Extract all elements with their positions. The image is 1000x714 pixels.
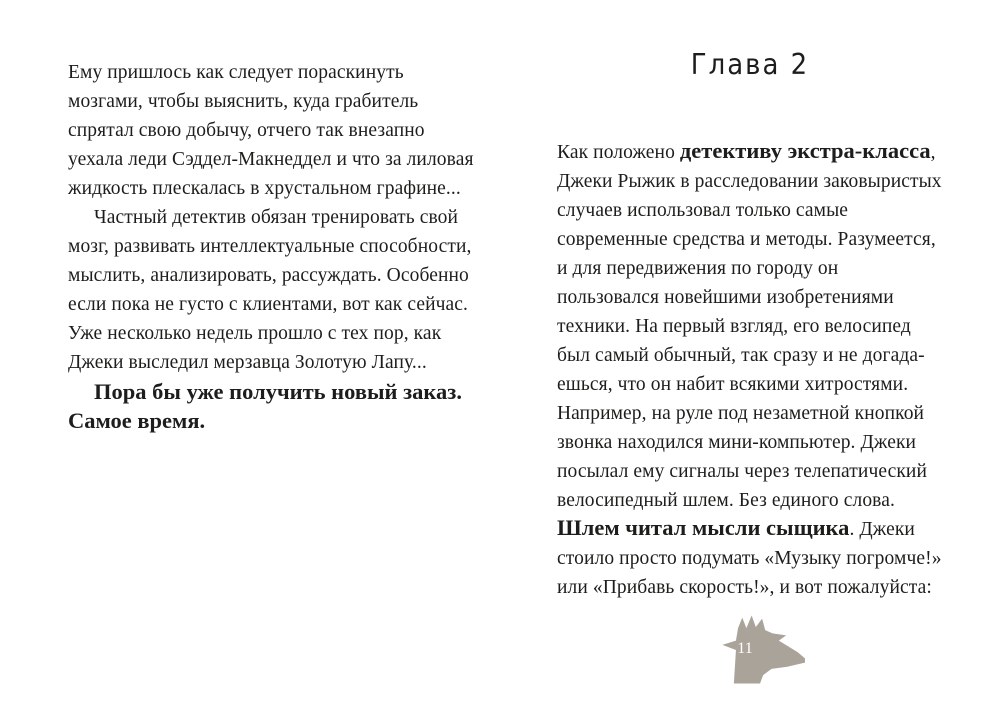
chapter-title: Глава 2 <box>690 48 810 82</box>
paragraph: Частный детектив обязан тренировать свой мозг, развивать интеллектуальные способности, мыслить, анализировать, рассуждать. Особенно если пока не густо с клиентами, вот как сейчас. Уже несколько недель прошло с тех пор, как Джеки выследил мерзавца Золотую Лапу... <box>68 207 472 373</box>
text-segment: Шлем читал мысли сыщика <box>557 515 850 540</box>
paragraph: Пора бы уже получить новый заказ. Самое время. <box>68 379 462 433</box>
right-page <box>500 0 1000 714</box>
right-page-text <box>557 138 943 602</box>
page-marker <box>714 614 806 684</box>
text-segment: Как положено <box>557 142 680 163</box>
dog-head-icon <box>714 614 806 684</box>
text-segment: , Джеки Рыжик в расследовании заковыристых случаев использовал только самые современные средства и методы. Разумеется, и для передвижения по городу он пользовался новейшими изобретениями техники. На первый взгляд, его велосипед был самый обычный, так сразу и не догадаешься, что он набит всякими хитростями. Например, на руле под незаметной кнопкой звонка находился мини-компьютер. Джеки посылал ему сигналы через телепатический велосипедный шлем. Без единого слова. <box>557 142 942 511</box>
text-segment: . Джеки стоило просто подумать «Музыку погромче!» или «Прибавь скорость!», и вот пожалуйста: <box>557 519 942 598</box>
text-segment: детективу экстра-класса <box>679 138 931 163</box>
left-page-text <box>68 58 480 435</box>
page-number: 11 <box>737 640 753 657</box>
paragraph: Ему пришлось как следует пораскинуть мозгами, чтобы выяснить, куда грабитель спрятал свою добычу, отчего так внезапно уехала леди Сэддел-Макнеддел и что за лиловая жидкость плескалась в хрустальном графине... <box>68 62 474 199</box>
paragraph <box>557 138 943 602</box>
